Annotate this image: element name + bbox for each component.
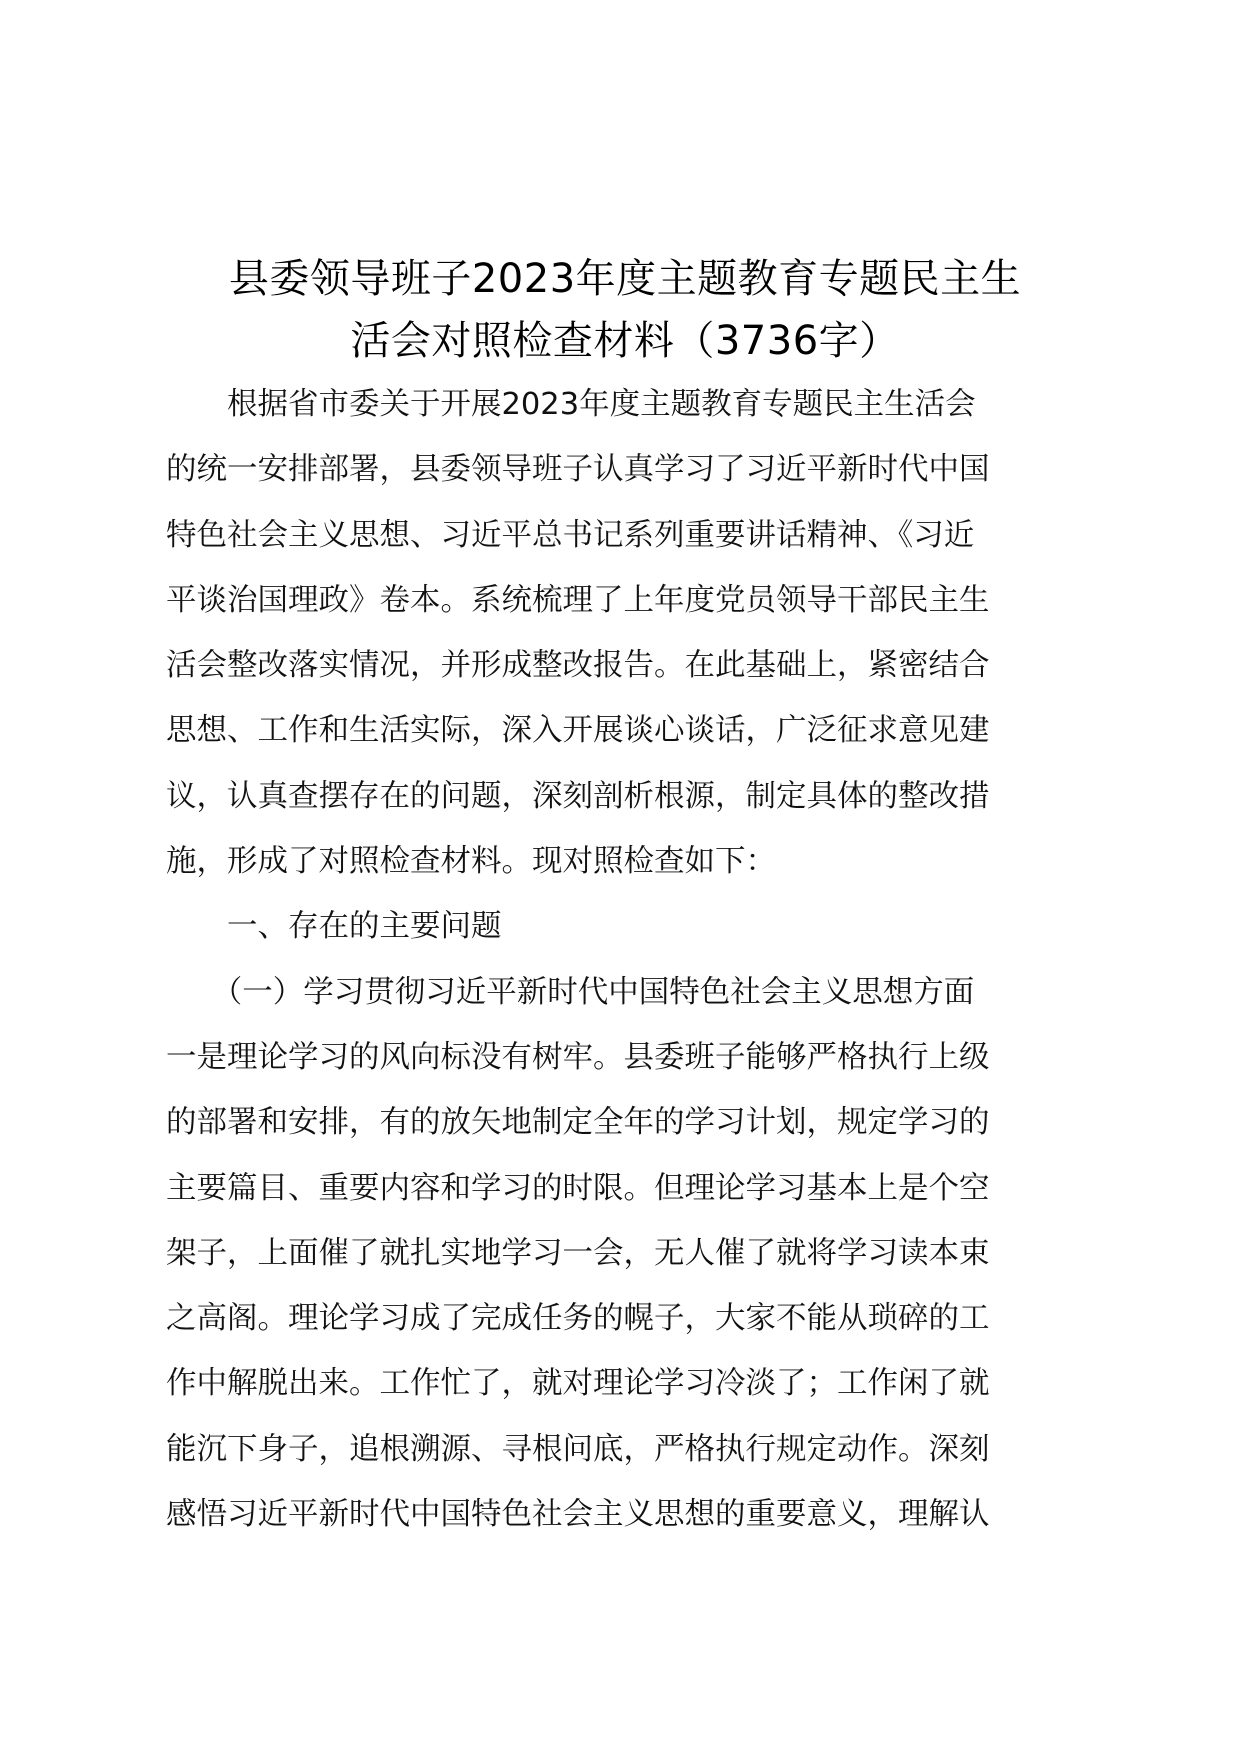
document-title — [166, 248, 1084, 372]
body-line-18: 感悟习近平新时代中国特色社会主义思想的重要意义，理解认 — [166, 1497, 990, 1533]
body-line-7: 议，认真查摆存在的问题，深刻剖析根源，制定具体的整改措 — [166, 778, 990, 814]
body-line-12: 的部署和安排，有的放矢地制定全年的学习计划，规定学习的 — [166, 1105, 990, 1141]
body-line-2: 的统一安排部署，县委领导班子认真学习了习近平新时代中国 — [166, 452, 990, 488]
body-line-11: 一是理论学习的风向标没有树牢。县委班子能够严格执行上级 — [166, 1039, 990, 1075]
body-line-5: 活会整改落实情况，并形成整改报告。在此基础上，紧密结合 — [166, 648, 990, 684]
title-line-1: 县委领导班子2023年度主题教育专题民主生 — [228, 256, 1022, 302]
body-line-15: 之高阁。理论学习成了完成任务的幌子，大家不能从琐碎的工 — [166, 1301, 990, 1337]
body-line-13: 主要篇目、重要内容和学习的时限。但理论学习基本上是个空 — [166, 1170, 990, 1206]
body-line-4: 平谈治国理政》卷本。系统梳理了上年度党员领导干部民主生 — [166, 582, 990, 618]
document-body — [166, 372, 1084, 1547]
subsection-heading-1: （一）学习贯彻习近平新时代中国特色社会主义思想方面 — [166, 974, 975, 1010]
body-line-14: 架子，上面催了就扎实地学习一会，无人催了就将学习读本束 — [166, 1235, 990, 1271]
body-line-17: 能沉下身子，追根溯源、寻根问底，严格执行规定动作。深刻 — [166, 1431, 990, 1467]
document-content — [166, 248, 1084, 1547]
body-line-1: 根据省市委关于开展2023年度主题教育专题民主生活会 — [166, 387, 976, 422]
body-line-6: 思想、工作和生活实际，深入开展谈心谈话，广泛征求意见建 — [166, 713, 990, 749]
body-line-16: 作中解脱出来。工作忙了，就对理论学习冷淡了；工作闲了就 — [166, 1366, 990, 1402]
title-line-2: 活会对照检查材料（3736字） — [350, 318, 900, 364]
body-line-3: 特色社会主义思想、习近平总书记系列重要讲话精神、《习近 — [166, 517, 975, 553]
section-heading-1: 一、存在的主要问题 — [166, 909, 502, 945]
body-line-8: 施，形成了对照检查材料。现对照检查如下： — [166, 844, 776, 880]
